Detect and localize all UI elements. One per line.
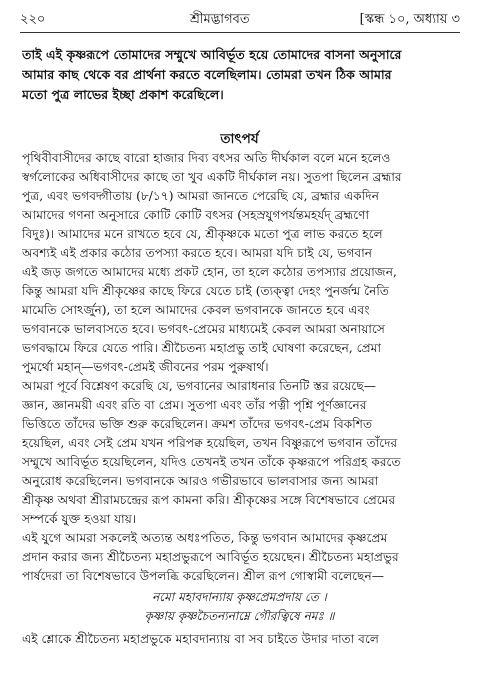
purport-line: এই জড় জগতে আমাদের মধ্যে প্রকট হোন, তা হলে কঠোর তপস্যার প্রয়োজন, — [22, 265, 397, 279]
header-divider — [20, 32, 460, 33]
translation-line: আমার কাছ থেকে বর প্রার্থনা করতে বলেছিলাম। তোমরা তখন ঠিক আমার — [22, 67, 392, 82]
purport-line: আমরা পূর্বে বিশ্লেষণ করেছি যে, ভগবানের আরাধনার তিনটি স্তর রয়েছে— — [22, 379, 376, 393]
purport-line: প্রদান করার জন্য শ্রীচৈতন্য মহাপ্রভুরূপে আবির্ভূত হয়েছেন। শ্রীচৈতন্য মহাপ্রভুর — [22, 550, 399, 564]
purport-heading: তাৎপর্য — [220, 131, 259, 147]
purport-line: পুমর্থো মহান্—ভগবৎ-প্রেমই জীবনের পরম পুরুষার্থ। — [22, 360, 269, 374]
purport-line: হয়েছিল, এবং সেই প্রেম যখন পরিপক্ব হয়েছিল, তখন বিষ্ণুরূপে ভগবান তাঁদের — [22, 436, 398, 450]
purport-line: অবশ্যই এই প্রকার কঠোর তপস্যা করতে হবে। আমরা যদি চাই যে, ভগবান — [22, 246, 373, 260]
purport-line: পার্ষদেরা তা বিশেষভাবে উপলব্ধি করেছিলেন। শ্রীল রূপ গোস্বামী বলেছেন— — [22, 569, 384, 583]
purport-line: অনুরোধ করেছিলেন। ভগবানকে আরও গভীরভাবে ভালবাসার জন্য আমরা — [22, 474, 379, 488]
closing-line: এই শ্লোকে শ্রীচৈতন্য মহাপ্রভুকে মহাবদান্যায় বা সব চাইতে উদার দাতা বলে — [22, 632, 379, 646]
purport-line: ভিত্তিতে তাঁদের ভক্তি শুরু করেছিলেন। ক্রমশ তাঁদের ভগবৎ-প্রেম বিকশিত — [22, 417, 373, 431]
purport-line: সম্পর্কে যুক্ত হওয়া যায়। — [22, 512, 137, 526]
purport-line: পুত্র, এবং ভগবদ্গীতায় (৮/১৭) আমরা জানতে পেরেছি যে, ব্রহ্মার একদিন — [22, 189, 379, 203]
translation-line: তাই এই কৃষ্ণরূপে তোমাদের সম্মুখে আবির্ভূত হয়ে তোমাদের বাসনা অনুসারে — [22, 47, 402, 62]
purport-line: এই যুগে আমরা সকলেই অত্যন্ত অধঃপতিত, কিন্তু ভগবান আমাদের কৃষ্ণপ্রেম — [22, 531, 388, 545]
purport-line: বিদুঃ)। আমাদের মনে রাখতে হবে যে, শ্রীকৃষ্ণকে মতো পুত্র লাভ করতে হলে — [22, 227, 383, 241]
book-title: শ্রীমদ্ভাগবত — [190, 12, 250, 27]
chapter-reference: [স্কন্ধ ১০, অধ্যায় ৩ — [359, 12, 460, 27]
page-header — [20, 10, 460, 32]
purport-line: ভগবদ্ধামে ফিরে যেতে পারি। শ্রীচৈতন্য মহাপ্রভু তাই ঘোষণা করেছেন, প্রেমা — [22, 341, 381, 355]
page-number: ২২০ — [20, 12, 46, 27]
purport-line: সম্মুখে আবির্ভূত হয়েছিলেন, যদিও তেখনই তখন তাঁকে কৃষ্ণরূপে পরিগ্রহ করতে — [22, 455, 401, 469]
purport-line: স্বর্গলোকের অধিবাসীদের কাছে তা খুব একটি দীর্ঘকাল নয়। সুতপা ছিলেন ব্রহ্মার — [22, 170, 402, 184]
purport-line: পৃথিবীবাসীদের কাছে বারো হাজার দিব্য বৎসর অতি দীর্ঘকাল বলে মনে হলেও — [22, 151, 391, 165]
purport-line: ভগবানকে ভালবাসতে হবে। ভগবৎ-প্রেমের মাধ্যমেই কেবল আমরা অনায়াসে — [22, 322, 385, 336]
purport-line: জ্ঞান, জ্ঞানময়ী এবং রতি বা প্রেম। সুতপা এবং তাঁর পত্নী পৃশ্নি পূর্ণজ্ঞানের — [22, 398, 367, 412]
translation-line: মতো পুত্র লাভের ইচ্ছা প্রকাশ করেছিলে। — [22, 87, 224, 102]
verse-line: নমো মহাবদান্যায় কৃষ্ণপ্রেমপ্রদায় তে । — [152, 590, 327, 604]
purport-line: আমাদের গণনা অনুসারে কোটি কোটি বৎসর (সহস্রযুগপর্যন্তমহর্যদ্ ব্রহ্মণো — [22, 208, 370, 222]
purport-line: মামেতি সোঽর্জুন), তা হলে আমাদের কেবল ভগবানকে জানতে হবে এবং — [22, 303, 370, 317]
verse-line: কৃষ্ণায় কৃষ্ণচৈতন্যনাম্নে গৌরত্বিষে নমঃ ॥ — [144, 609, 335, 623]
purport-line: শ্রীকৃষ্ণ অথবা শ্রীরামচন্দ্রের রূপ কামনা করি। শ্রীকৃষ্ণের সঙ্গে বিশেষভাবে প্রেমের — [22, 493, 396, 507]
purport-line: কিন্তু আমরা যদি শ্রীকৃষ্ণের কাছে ফিরে যেতে চাই (ত্যক্ত্বা দেহং পুনর্জন্ম নৈতি — [22, 284, 390, 298]
